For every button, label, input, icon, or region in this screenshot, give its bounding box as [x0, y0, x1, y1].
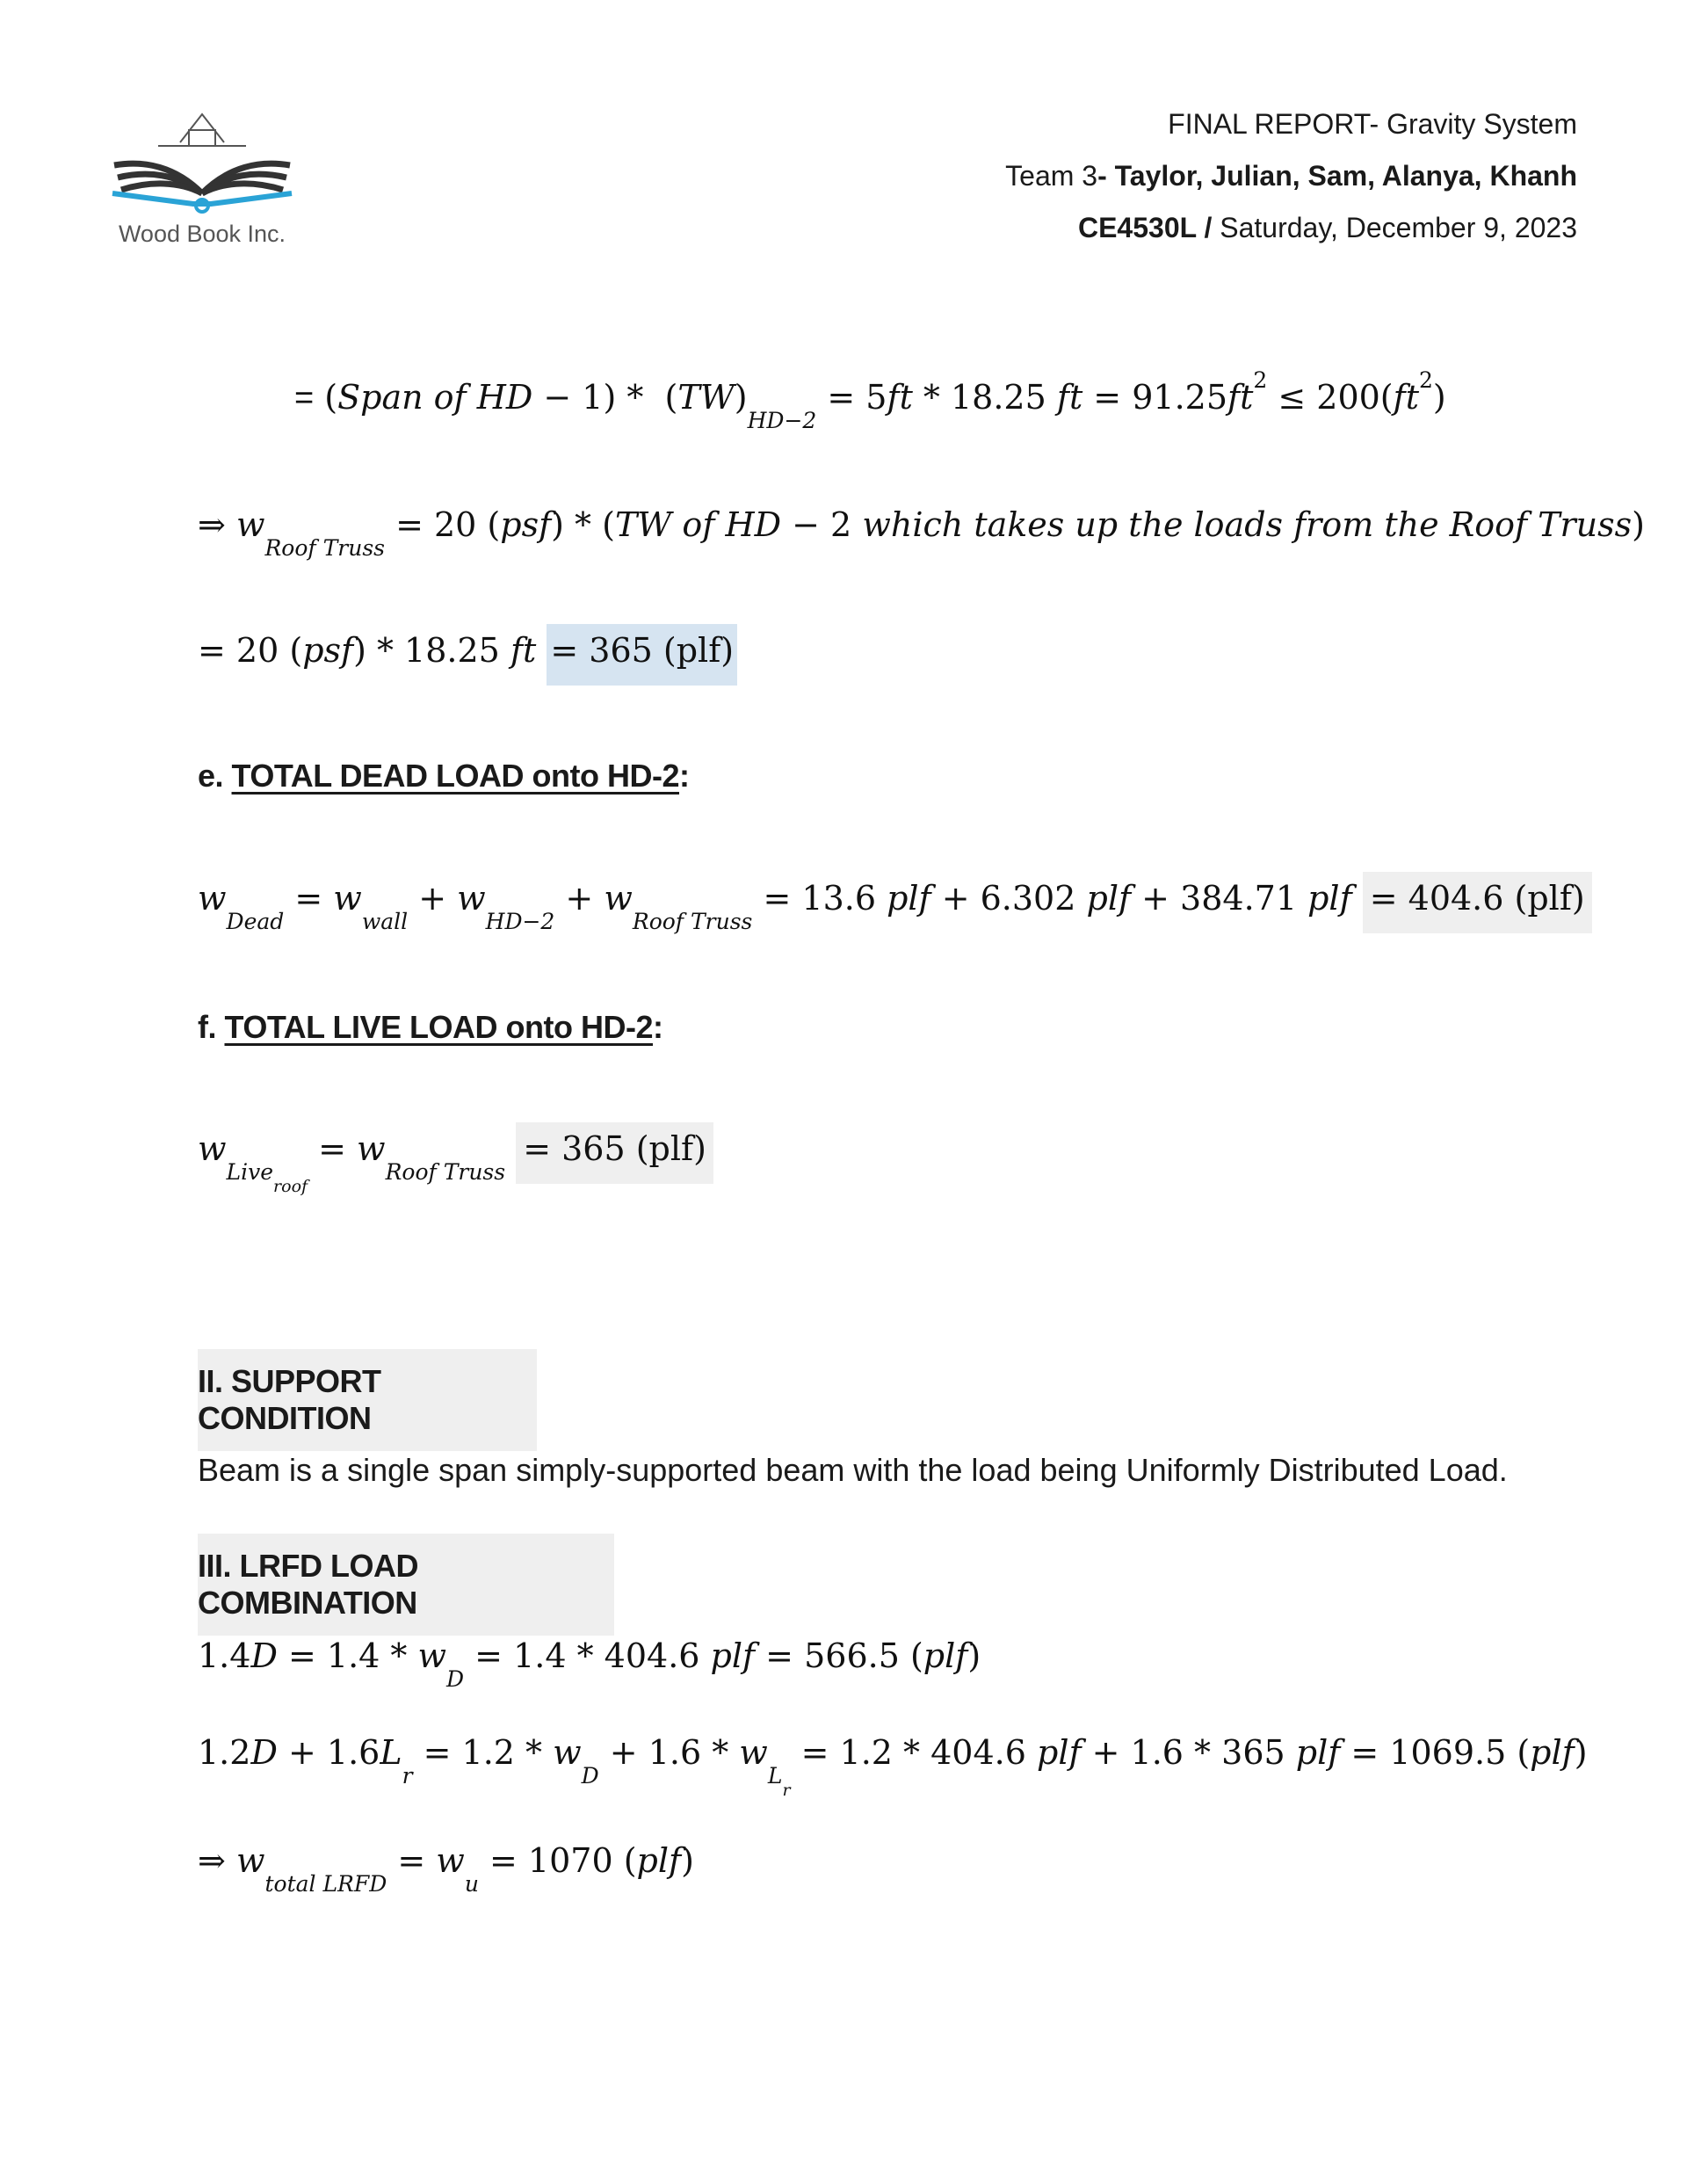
section-e-colon: : — [679, 758, 690, 794]
roof-truss-result: = 365 (plf) — [547, 624, 737, 686]
lrfd-implies-arrow: ⇒ — [198, 1841, 226, 1880]
support-condition-text: Beam is a single span simply-supported beam with the load being Uniformly Distributed Load. — [198, 1452, 1508, 1488]
book-house-icon — [105, 105, 299, 220]
lrfd-heading — [198, 1534, 614, 1636]
support-condition-heading — [198, 1349, 537, 1451]
course-code: CE4530L / — [1077, 212, 1213, 243]
roof-truss-value-equation: = 20 (psf) * 18.25 ft = 365 (plf) — [198, 631, 737, 670]
report-title-text: FINAL REPORT- Gravity System — [1168, 108, 1577, 140]
section-e-prefix: e. — [198, 758, 232, 794]
section-e-title: TOTAL DEAD LOAD onto HD-2 — [231, 758, 679, 794]
live-load-result: = 365 (plf) — [516, 1122, 713, 1184]
lrfd-combo-1: $1.4D = 1.4 * w_D = 1.4 * 404.6$ plf = 566.5 (plf) — [198, 1636, 981, 1692]
dead-load-result: = 404.6 (plf) — [1363, 872, 1592, 933]
area-equation: = (Span of HD − $1) * (TW)_{HD-2} = 5ft * 18.25$ ft = $91.25ft^2 \le 200(ft^2)$ — [294, 367, 1446, 433]
area-equals: = — [294, 380, 315, 417]
report-title — [1168, 98, 1577, 149]
section-f-title: TOTAL LIVE LOAD onto HD-2 — [224, 1009, 653, 1045]
roof-truss-equation: ⇒ $w_{Roof Truss} = 20$ (psf) * (TW of HD − 2 which takes up the loads from the Roof Truss) — [198, 505, 1645, 561]
implies-arrow: ⇒ — [198, 505, 226, 544]
lrfd-combo-2: $1.2D + 1.6L_r = 1.2 * w_D + 1.6 * w_{Lr} = 1.2 * 404.6$ plf + 1.6 * 365 plf = 1069.5 (plf) — [198, 1733, 1588, 1800]
support-condition-title: II. SUPPORT CONDITION — [198, 1363, 381, 1436]
section-e-heading — [198, 758, 690, 795]
team-names: - Taylor, Julian, Sam, Alanya, Khanh — [1097, 160, 1577, 192]
team-line — [1005, 150, 1577, 201]
section-f-colon: : — [652, 1009, 663, 1045]
lrfd-total: ⇒ $w_{total LRFD} = w_u = 1070$ (plf) — [198, 1841, 694, 1897]
company-name: Wood Book Inc. — [118, 221, 286, 247]
section-f-heading — [198, 1009, 662, 1046]
section-f-prefix: f. — [198, 1009, 225, 1045]
course-line — [1078, 202, 1577, 253]
live-load-equation: $w_{Liveroof} = w_{Roof Truss} = 365$ (plf) — [198, 1129, 713, 1168]
company-logo — [105, 105, 299, 246]
report-date: Saturday, December 9, 2023 — [1212, 212, 1577, 243]
lrfd-title: III. LRFD LOAD COMBINATION — [198, 1548, 418, 1621]
dead-load-equation: $w_{Dead} = w_{wall} + w_{HD-2} + w_{Roof Truss} = 13.6$ plf + 6.302 plf + 384.71 plf = 404.6 (plf) — [198, 879, 1592, 918]
team-label: Team 3 — [1005, 160, 1098, 192]
